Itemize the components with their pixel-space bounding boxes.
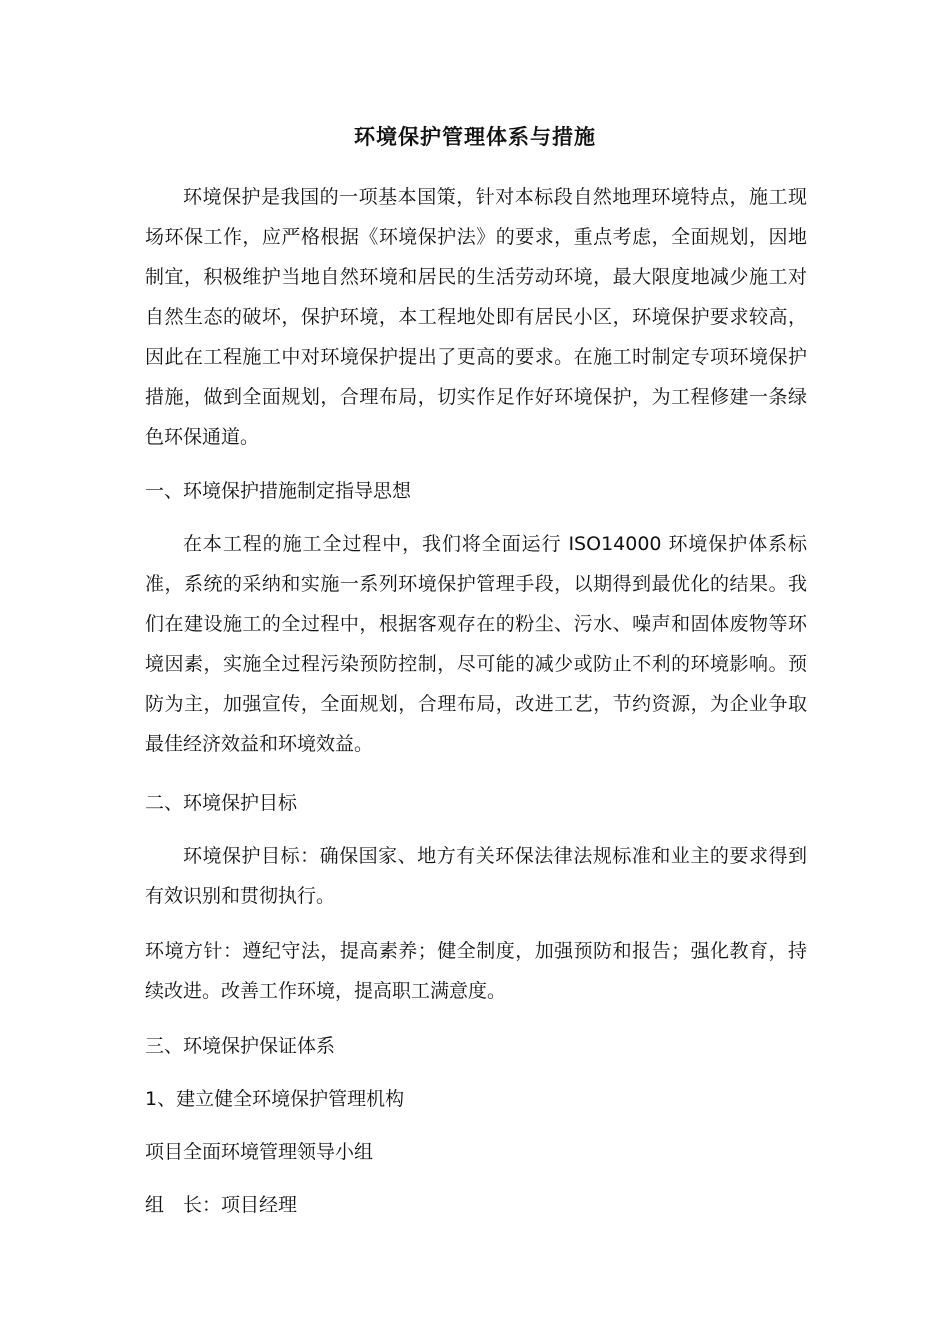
document-title: 环境保护管理体系与措施 <box>354 125 596 149</box>
section2-policy-paragraph: 环境方针：遵纪守法，提高素养；健全制度，加强预防和报告；强化教育，持续改进。改善工作环境，提高职工满意度。 <box>145 940 807 1002</box>
section1-paragraph: 在本工程的施工全过程中，我们将全面运行 ISO14000 环境保护体系标准，系统的采纳和实施一系列环境保护管理手段，以期得到最优化的结果。我们在建设施工的全过程中，根据客观存在的粉尘、污水、噪声和固体废物等环境因素，实施全过程污染预防控制，尽可能的减少或防止不利的环境影响。预防为主，加强宣传，全面规划，合理布局，改进工艺，节约资源，为企业争取最佳经济效益和环境效益。 <box>145 533 807 755</box>
group-leader-line: 组 长：项目经理 <box>145 1194 298 1216</box>
section2-goal-paragraph: 环境保护目标：确保国家、地方有关环保法律法规标准和业主的要求得到有效识别和贯彻执行。 <box>145 845 807 907</box>
intro-paragraph: 环境保护是我国的一项基本国策，针对本标段自然地理环境特点，施工现场环保工作，应严格根据《环境保护法》的要求，重点考虑，全面规划，因地制宜，积极维护当地自然环境和居民的生活劳动环境，最大限度地减少施工对自然生态的破坏，保护环境，本工程地处即有居民小区，环境保护要求较高，因此在工程施工中对环境保护提出了更高的要求。在施工时制定专项环境保护措施，做到全面规划，合理布局，切实作足作好环境保护，为工程修建一条绿色环保通道。 <box>145 186 807 448</box>
section3-heading: 三、环境保护保证体系 <box>145 1035 336 1057</box>
section1-heading: 一、环境保护措施制定指导思想 <box>145 480 412 502</box>
section2-heading: 二、环境保护目标 <box>145 792 298 814</box>
leadership-group-line: 项目全面环境管理领导小组 <box>145 1141 374 1163</box>
section3-subheading: 1、建立健全环境保护管理机构 <box>145 1088 405 1110</box>
